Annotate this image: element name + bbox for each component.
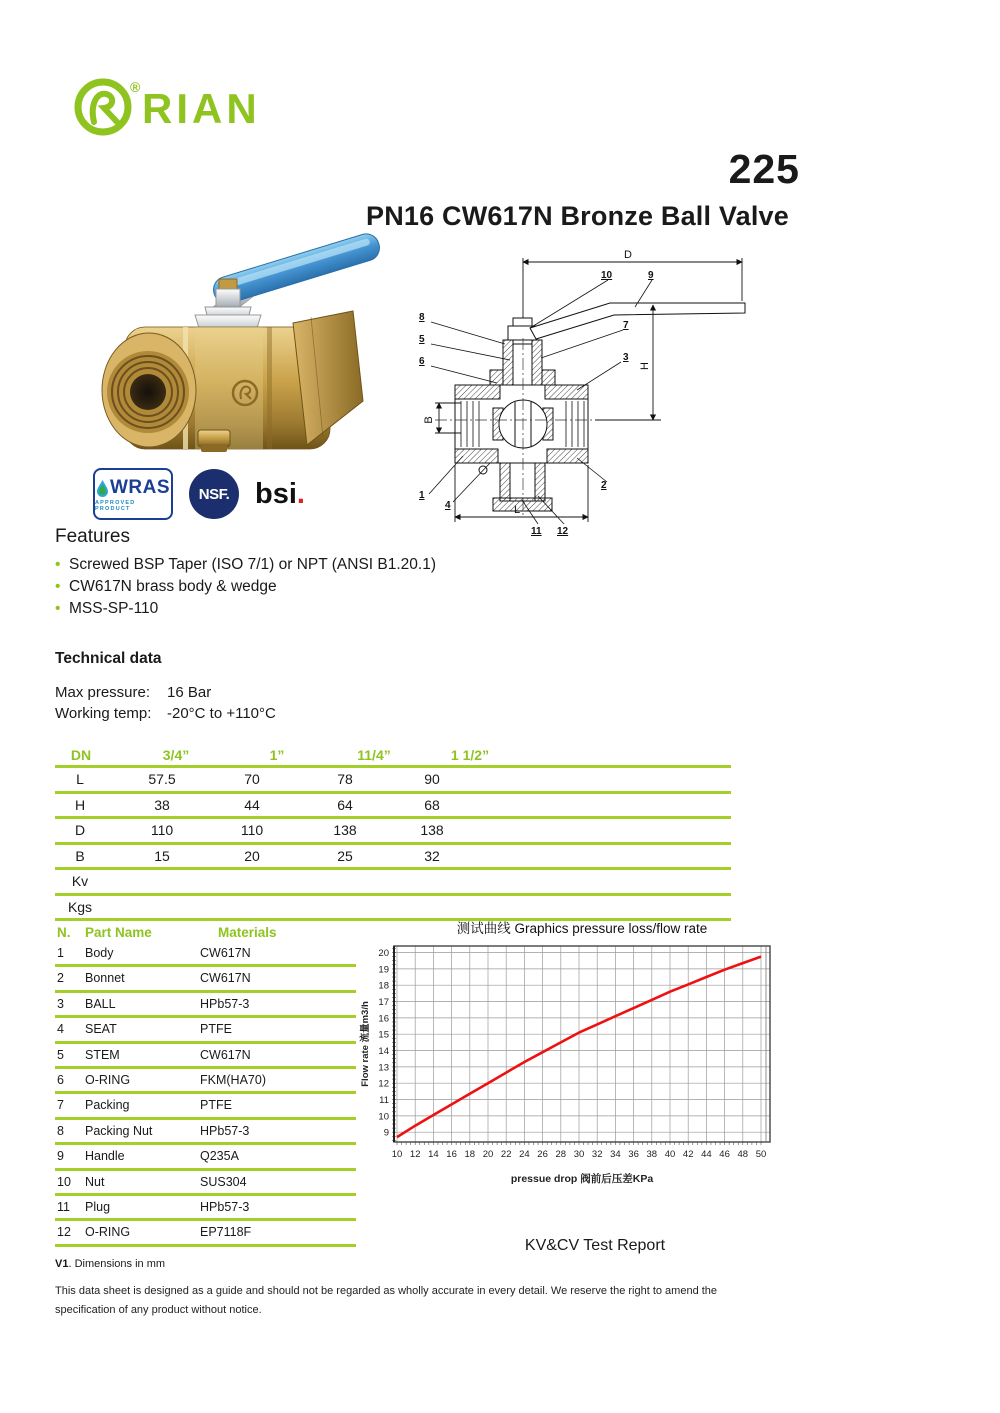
callout-8: 8 — [419, 312, 425, 323]
callout-10: 10 — [601, 270, 613, 281]
svg-text:28: 28 — [555, 1149, 567, 1160]
cell: 15 — [154, 847, 170, 864]
row-label: Kgs — [67, 898, 93, 915]
table-row — [55, 942, 356, 967]
line-chart-svg — [358, 920, 790, 1190]
version-note — [55, 1258, 165, 1270]
col-header: Materials — [218, 925, 277, 940]
part-number: 5 — [57, 1047, 64, 1062]
svg-text:14: 14 — [378, 1046, 389, 1058]
svg-text:9: 9 — [383, 1127, 389, 1139]
callout-7: 7 — [623, 320, 629, 331]
table-row — [55, 1145, 356, 1170]
svg-text:17: 17 — [378, 997, 389, 1009]
bsi-label: bsi — [255, 477, 297, 510]
svg-text:16: 16 — [446, 1149, 457, 1160]
table-row — [55, 896, 731, 922]
registered-mark: ® — [130, 79, 141, 95]
cell: 38 — [154, 796, 170, 813]
nsf-label: NSF. — [198, 485, 230, 503]
row-label: L — [76, 771, 84, 787]
col-header: 3/4” — [162, 747, 190, 763]
svg-text:测试曲线 Graphics pressure loss/fl: 测试曲线 Graphics pressure loss/flow rate — [456, 921, 708, 936]
part-name: Bonnet — [85, 971, 125, 986]
row-label: D — [74, 822, 86, 838]
pressure-loss-chart — [358, 920, 790, 1190]
part-name: Handle — [85, 1149, 125, 1164]
certification-logos — [93, 463, 353, 525]
cell: 110 — [240, 822, 264, 838]
technical-heading: Technical data — [55, 650, 162, 667]
bsi-logo — [255, 478, 305, 511]
table-row — [55, 870, 731, 896]
cell: 78 — [337, 771, 353, 787]
svg-text:24: 24 — [519, 1149, 530, 1160]
svg-text:10: 10 — [378, 1111, 389, 1123]
page-title: PN16 CW617N Bronze Ball Valve — [366, 201, 789, 231]
part-name: Body — [85, 946, 114, 960]
table-row — [55, 1120, 356, 1145]
rian-logo-icon — [72, 70, 282, 140]
part-number: 11 — [57, 1199, 70, 1214]
cell: 70 — [244, 771, 260, 787]
part-name: Nut — [85, 1174, 105, 1189]
part-name: SEAT — [85, 1022, 117, 1037]
part-name: O-RING — [85, 1225, 131, 1240]
part-name: Packing — [85, 1098, 130, 1113]
part-material: PTFE — [200, 1098, 232, 1113]
dim-label-b: B — [423, 416, 435, 424]
part-name: BALL — [85, 996, 116, 1011]
part-material: CW617N — [200, 1047, 251, 1062]
cell: 138 — [333, 822, 357, 838]
svg-text:20: 20 — [378, 948, 389, 960]
dim-label-l: L — [513, 504, 521, 516]
table-row — [55, 794, 731, 820]
technical-drawing — [405, 248, 790, 543]
callout-5: 5 — [419, 334, 425, 345]
part-number: 1 — [57, 946, 64, 960]
svg-text:19: 19 — [378, 964, 389, 976]
svg-text:48: 48 — [737, 1149, 749, 1160]
svg-text:50: 50 — [755, 1149, 767, 1160]
svg-text:16: 16 — [378, 1013, 389, 1025]
brand-name: RIAN — [142, 85, 261, 132]
nsf-logo — [189, 469, 239, 519]
svg-text:34: 34 — [610, 1149, 621, 1160]
version-label: V1 — [55, 1258, 69, 1270]
brand-logo — [72, 70, 282, 140]
part-number: 10 — [57, 1174, 71, 1189]
row-label: Kv — [71, 873, 89, 889]
product-photo — [95, 215, 385, 460]
part-material: HPb57-3 — [200, 1123, 250, 1138]
svg-text:32: 32 — [591, 1149, 603, 1160]
tech-label: Max pressure: — [55, 684, 151, 701]
col-header: 1 1/2” — [450, 747, 490, 763]
callout-3: 3 — [623, 352, 629, 363]
tech-value: 16 Bar — [167, 684, 212, 701]
valve-section-drawing-icon — [405, 248, 790, 538]
row-label: H — [74, 796, 86, 813]
features-heading: Features — [55, 526, 130, 547]
parts-table-header — [55, 921, 356, 942]
svg-text:12: 12 — [409, 1149, 421, 1160]
part-number: 3 — [57, 996, 64, 1011]
col-header: Part Name — [85, 925, 152, 940]
part-material: Q235A — [200, 1149, 239, 1164]
feature-item: • CW617N brass body & wedge — [55, 576, 436, 598]
col-header: DN — [70, 747, 92, 763]
table-row — [55, 1044, 356, 1069]
part-number: 6 — [57, 1072, 64, 1087]
svg-text:42: 42 — [682, 1149, 694, 1160]
wras-logo — [93, 468, 173, 520]
test-report-caption: KV&CV Test Report — [524, 1237, 666, 1254]
part-material: SUS304 — [200, 1174, 247, 1189]
col-header: 11/4” — [357, 747, 391, 763]
part-material: FKM(HA70) — [200, 1072, 266, 1087]
part-material: HPb57-3 — [200, 1199, 250, 1214]
svg-text:pressue drop 阀前后压差KPa: pressue drop 阀前后压差KPa — [510, 1173, 654, 1185]
svg-text:Flow rate 流量m3/h: Flow rate 流量m3/h — [360, 1001, 371, 1087]
part-number: 4 — [57, 1022, 64, 1037]
version-text: . Dimensions in mm — [68, 1258, 166, 1270]
svg-text:20: 20 — [482, 1149, 494, 1160]
col-header: N. — [57, 925, 71, 940]
part-number: 2 — [57, 971, 64, 986]
disclaimer-text: This data sheet is designed as a guide and should not be regarded as wholly accurate in every detail. We reserve the right to amend the specification of any product without notice. — [55, 1285, 718, 1317]
tech-label: Working temp: — [55, 705, 152, 722]
table-row — [55, 1018, 356, 1043]
table-row — [55, 845, 731, 871]
col-header: 1” — [269, 747, 285, 763]
table-row — [55, 1171, 356, 1196]
part-number: 12 — [57, 1225, 71, 1240]
cell: 20 — [244, 847, 260, 864]
dimension-table — [55, 746, 731, 921]
part-material: EP7118F — [200, 1225, 252, 1240]
callout-12: 12 — [557, 526, 569, 537]
cell: 90 — [424, 771, 440, 787]
cell: 25 — [337, 847, 353, 864]
wras-label: WRAS — [109, 476, 171, 498]
cell: 64 — [337, 796, 353, 813]
wras-subtitle: APPROVED PRODUCT — [95, 499, 136, 512]
part-material: CW617N — [200, 946, 251, 960]
svg-text:12: 12 — [378, 1078, 389, 1090]
features-section — [55, 526, 436, 620]
cell: 57.5 — [148, 771, 176, 787]
cell: 110 — [150, 822, 174, 838]
callout-6: 6 — [419, 356, 425, 367]
svg-text:15: 15 — [378, 1029, 389, 1041]
svg-text:14: 14 — [428, 1149, 439, 1160]
part-name: O-RING — [85, 1072, 131, 1087]
table-row — [55, 768, 731, 794]
table-row — [55, 1221, 356, 1246]
cell: 32 — [424, 847, 440, 864]
callout-11: 11 — [531, 526, 542, 537]
svg-text:11: 11 — [379, 1095, 389, 1107]
svg-text:40: 40 — [664, 1149, 676, 1160]
model-number: 225 — [728, 146, 800, 192]
part-name: STEM — [85, 1047, 120, 1062]
callout-1: 1 — [419, 490, 425, 501]
svg-text:44: 44 — [701, 1149, 712, 1160]
part-number: 8 — [57, 1123, 64, 1138]
feature-item: • MSS-SP-110 — [55, 598, 436, 620]
dimension-table-header — [55, 746, 731, 768]
table-row — [55, 967, 356, 992]
svg-text:18: 18 — [464, 1149, 476, 1160]
ball-valve-photo-icon — [95, 215, 385, 455]
cell: 68 — [424, 796, 440, 813]
part-name: Plug — [85, 1199, 111, 1214]
svg-text:22: 22 — [500, 1149, 512, 1160]
cell: 44 — [244, 796, 260, 813]
svg-text:10: 10 — [391, 1149, 403, 1160]
part-material: HPb57-3 — [200, 996, 250, 1011]
technical-row — [55, 703, 276, 724]
row-label: B — [75, 847, 85, 864]
callout-4: 4 — [445, 500, 451, 511]
technical-row — [55, 682, 276, 703]
table-row — [55, 993, 356, 1018]
cell: 138 — [420, 822, 444, 838]
bsi-dot: . — [296, 477, 305, 510]
parts-table — [55, 921, 356, 1247]
part-number: 9 — [57, 1149, 64, 1164]
svg-text:18: 18 — [378, 980, 389, 992]
svg-text:13: 13 — [378, 1062, 389, 1074]
part-material: CW617N — [200, 971, 251, 986]
dim-label-d: D — [624, 249, 632, 261]
part-name: Packing Nut — [85, 1123, 153, 1138]
svg-text:46: 46 — [719, 1149, 730, 1160]
svg-text:26: 26 — [537, 1149, 548, 1160]
callout-9: 9 — [648, 270, 654, 281]
part-number: 7 — [57, 1098, 64, 1113]
dim-label-h: H — [639, 362, 651, 370]
tech-value: -20°C to +110°C — [167, 705, 276, 722]
svg-text:38: 38 — [646, 1149, 658, 1160]
feature-item: • Screwed BSP Taper (ISO 7/1) or NPT (ANSI B1.20.1) — [55, 554, 436, 576]
table-row — [55, 1069, 356, 1094]
table-row — [55, 1094, 356, 1119]
svg-text:30: 30 — [573, 1149, 585, 1160]
table-row — [55, 819, 731, 845]
svg-text:36: 36 — [628, 1149, 639, 1160]
part-material: PTFE — [200, 1022, 232, 1037]
table-row — [55, 1196, 356, 1221]
technical-data-section — [55, 650, 276, 724]
water-drop-icon — [96, 479, 109, 497]
callout-2: 2 — [601, 480, 607, 491]
